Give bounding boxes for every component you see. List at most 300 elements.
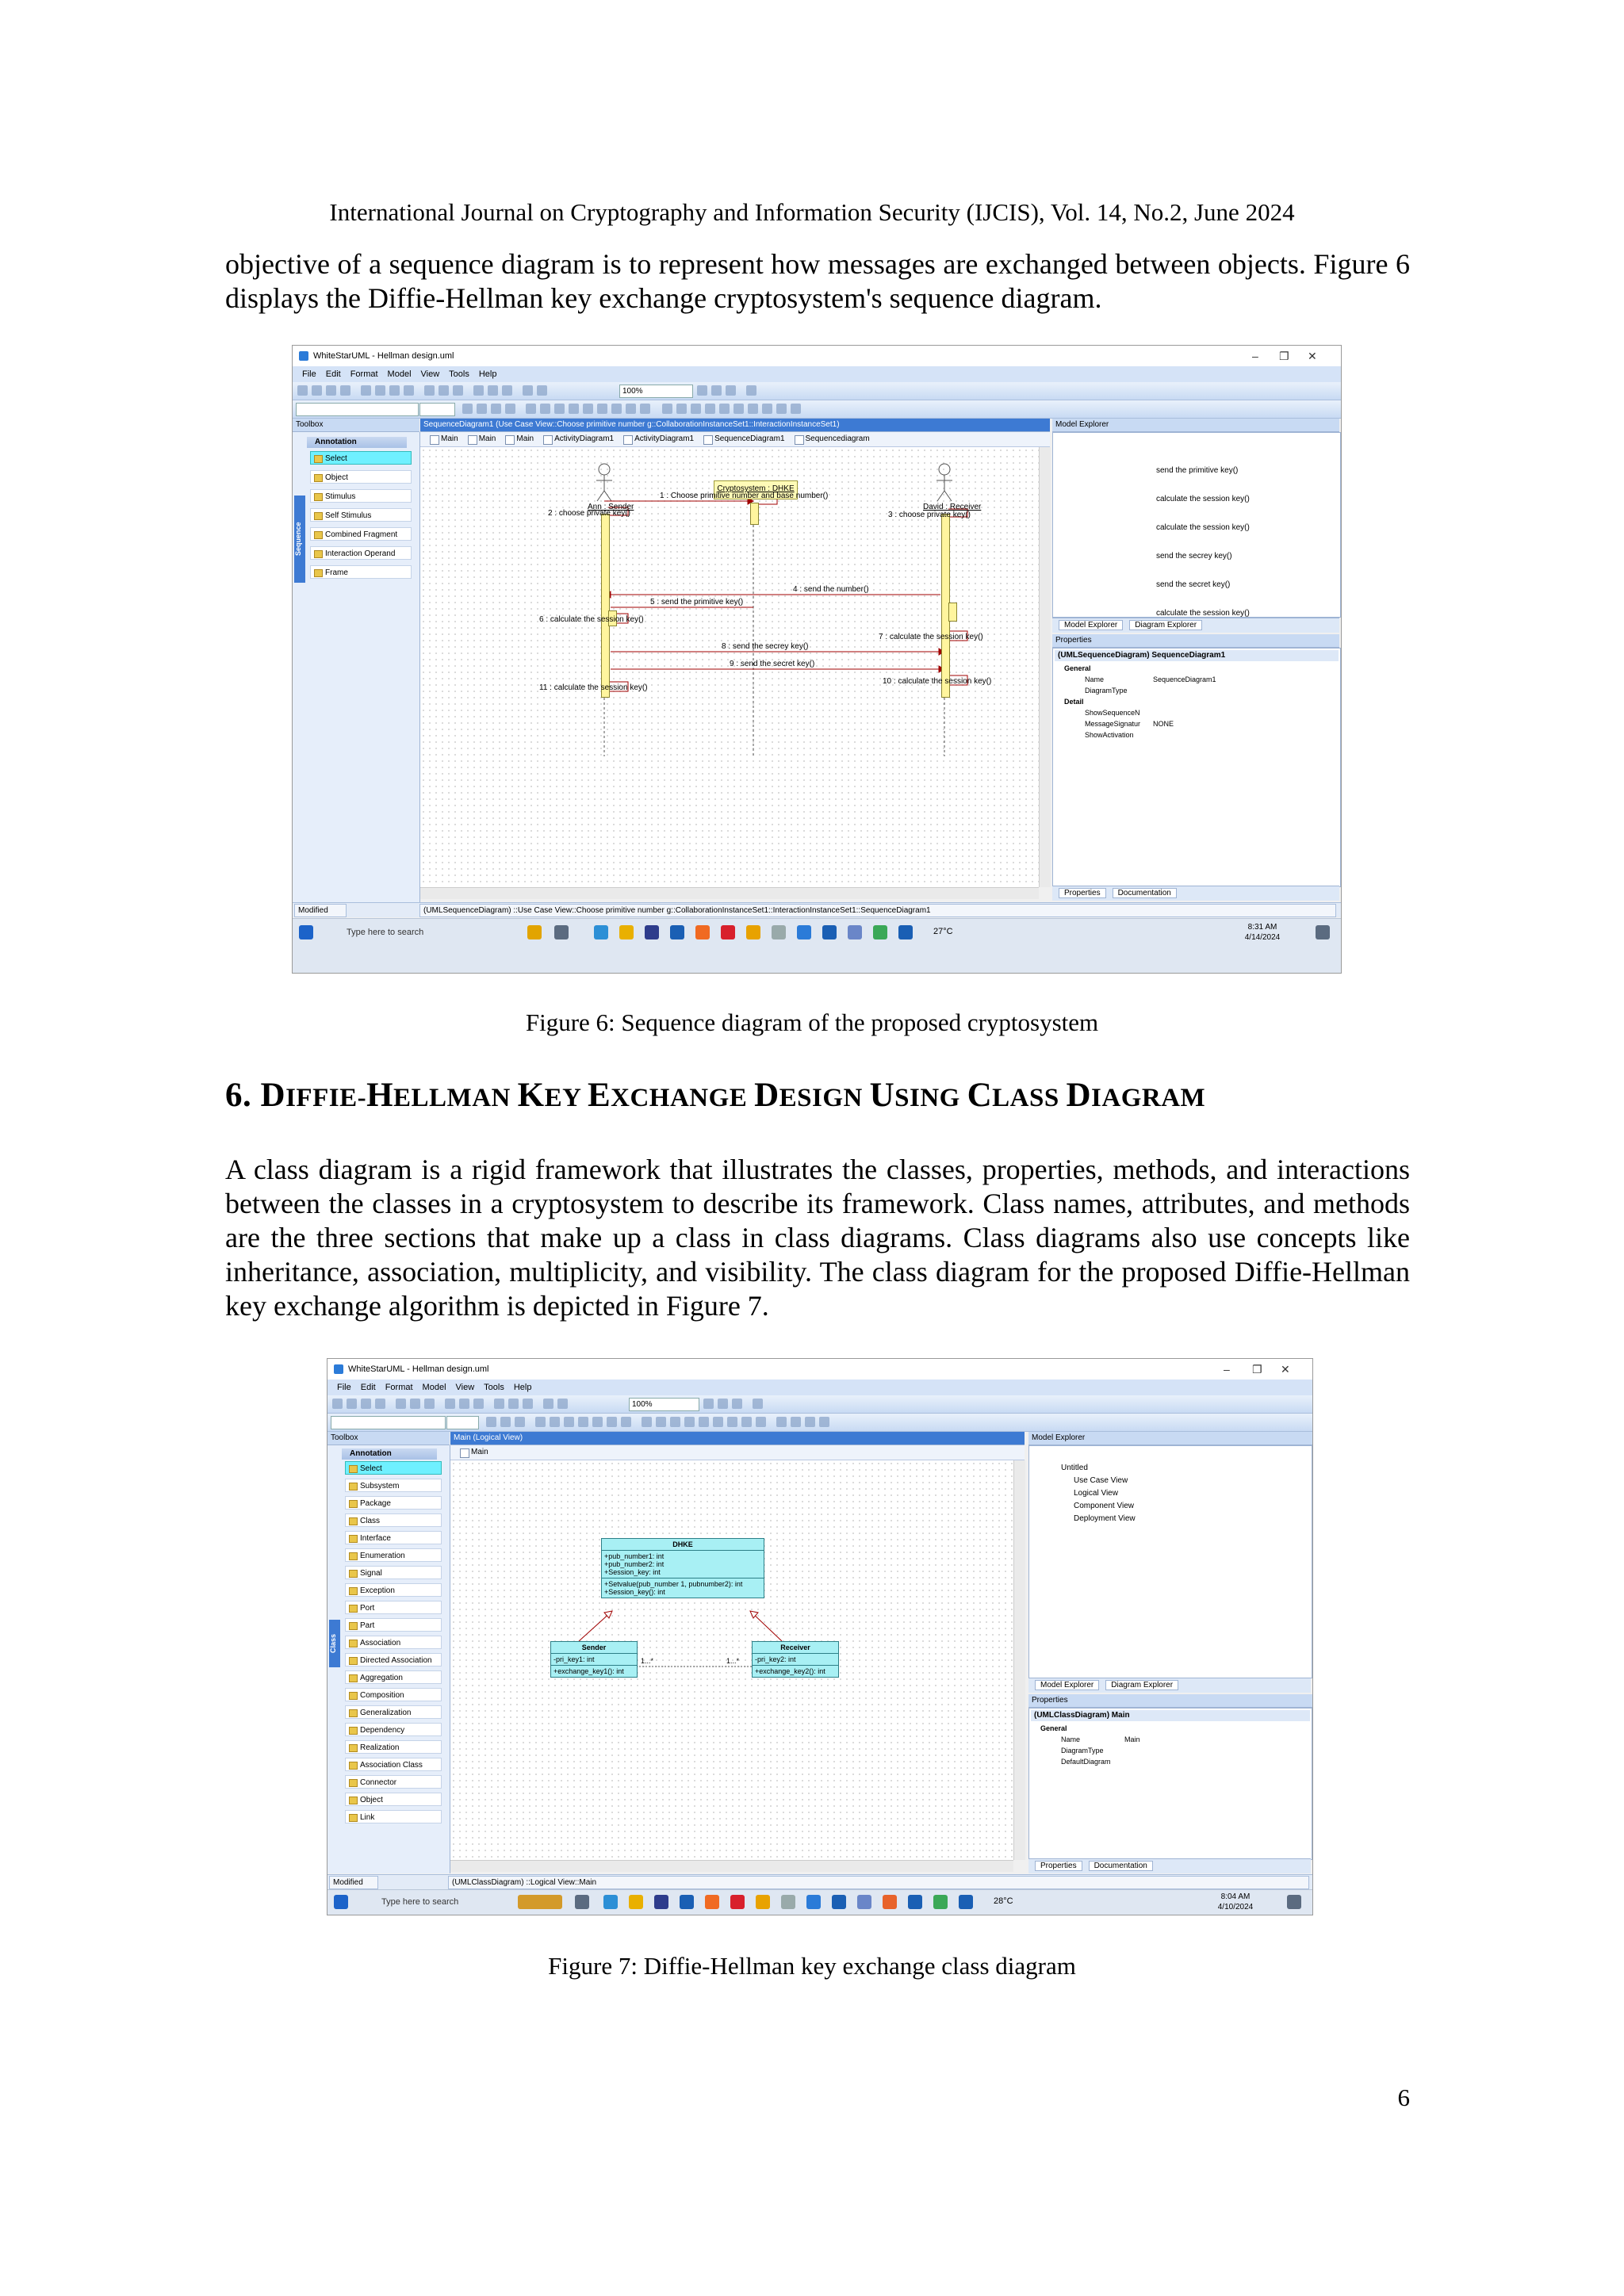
align-icon[interactable]: [535, 1417, 546, 1427]
view-icon[interactable]: [670, 1417, 680, 1427]
app-icon[interactable]: [898, 925, 913, 939]
tab-main-active[interactable]: Main: [460, 1448, 488, 1456]
align-icon[interactable]: [626, 404, 636, 414]
clock-date: 4/10/2024: [1217, 1903, 1254, 1911]
new-icon[interactable]: [332, 1399, 343, 1409]
page-number: 6: [1397, 2084, 1410, 2111]
toolbox-item-signal[interactable]: Signal: [345, 1566, 442, 1579]
whitestaruml-taskbar-icon[interactable]: [806, 1895, 821, 1909]
restore-icon[interactable]: ❐: [1252, 1363, 1262, 1376]
menu-view[interactable]: View: [420, 369, 440, 379]
operation: +exchange_key2(): int: [755, 1667, 825, 1675]
view-icon[interactable]: [756, 1417, 766, 1427]
view-icon[interactable]: [656, 1417, 666, 1427]
lifeline-dhke-box[interactable]: Cryptosystem : DHKE: [714, 480, 798, 499]
document-tabs: [450, 1445, 1025, 1460]
search-highlight-icon[interactable]: [518, 1895, 562, 1909]
align-icon[interactable]: [640, 404, 650, 414]
zoom-reset-icon[interactable]: [753, 1399, 763, 1409]
sequence-diagram-canvas[interactable]: [420, 447, 1039, 887]
toolbox-tab-class[interactable]: Class: [329, 1620, 340, 1667]
layout-icon[interactable]: [543, 1399, 553, 1409]
view-icon[interactable]: [727, 1417, 737, 1427]
align-icon[interactable]: [564, 1417, 574, 1427]
class-dhke[interactable]: [601, 1538, 764, 1598]
view-icon[interactable]: [713, 1417, 723, 1427]
toolbox-item-realization[interactable]: Realization: [345, 1740, 442, 1754]
prop-diagramtype-label: DiagramType: [1085, 687, 1128, 695]
toolbox-item-subsystem[interactable]: Subsystem: [345, 1479, 442, 1492]
zoom-reset-icon[interactable]: [746, 385, 756, 396]
activation-dhke[interactable]: [750, 503, 759, 525]
tab-sequencediagram-active[interactable]: SequenceDiagram1: [703, 434, 784, 443]
model-explorer-title: Model Explorer: [1028, 1432, 1312, 1445]
font-color-icon[interactable]: [491, 404, 501, 414]
chrome-icon[interactable]: [746, 925, 760, 939]
align-icon[interactable]: [592, 1417, 603, 1427]
taskbar-search[interactable]: Type here to search: [381, 1897, 459, 1907]
toolbox-tab-sequence[interactable]: Sequence: [294, 496, 305, 583]
toolbox-item-port[interactable]: Port: [345, 1601, 442, 1614]
activation-sender[interactable]: [601, 514, 610, 698]
diagram-icon[interactable]: [473, 385, 484, 396]
canvas-vertical-scrollbar[interactable]: [1039, 447, 1051, 887]
status-path: (UMLClassDiagram) ::Logical View::Main: [448, 1876, 1309, 1889]
heading-word: CLASS: [967, 1077, 1067, 1114]
model-explorer-panel: [1052, 432, 1341, 618]
close-icon[interactable]: ✕: [1281, 1363, 1290, 1376]
prop-defaultdiagram-label: DefaultDiagram: [1061, 1758, 1111, 1766]
properties-title: Properties: [1052, 634, 1339, 648]
heading-word: HELLMAN: [366, 1077, 518, 1114]
lifeline-sender-label: Ann : Sender: [588, 503, 634, 511]
open-icon[interactable]: [347, 1399, 357, 1409]
tab-model-explorer[interactable]: Model Explorer: [1059, 620, 1123, 630]
size-select[interactable]: [419, 403, 455, 416]
redo-icon[interactable]: [439, 385, 449, 396]
message-3-label: 3 : choose private key(): [888, 511, 971, 519]
prop-messagesignature-label: MessageSignatur: [1085, 720, 1141, 728]
app-icon[interactable]: [822, 925, 837, 939]
figure-6-caption: Figure 6: Sequence diagram of the proposed cryptosystem: [525, 1008, 1099, 1036]
minimize-icon[interactable]: –: [1252, 350, 1258, 362]
app-icon[interactable]: [857, 1895, 871, 1909]
menu-view[interactable]: View: [455, 1383, 475, 1392]
prop-group-detail[interactable]: Detail: [1064, 698, 1084, 706]
prop-showactivation-label: ShowActivation: [1085, 731, 1134, 739]
canvas-horizontal-scrollbar[interactable]: [450, 1860, 1013, 1872]
message-1-label: 1 : Choose primitive number and base number(): [660, 492, 829, 500]
model-explorer-title: Model Explorer: [1052, 419, 1339, 432]
explorer-item-untitled[interactable]: Untitled: [1061, 1464, 1088, 1472]
zoom-fit-icon[interactable]: [732, 1399, 742, 1409]
align-icon[interactable]: [569, 404, 579, 414]
whatsapp-icon[interactable]: [933, 1895, 948, 1909]
app-icon[interactable]: [883, 1895, 897, 1909]
view-icon[interactable]: [642, 1417, 652, 1427]
explorer-item[interactable]: send the primitive key(): [1156, 466, 1239, 475]
app-icon[interactable]: [832, 1895, 846, 1909]
mail-icon[interactable]: [670, 925, 684, 939]
class-sender-attributes: [551, 1654, 637, 1666]
mail-icon[interactable]: [680, 1895, 694, 1909]
prop-name-value[interactable]: SequenceDiagram1: [1153, 675, 1216, 683]
canvas-vertical-scrollbar[interactable]: [1013, 1460, 1025, 1860]
prop-group-general[interactable]: General: [1040, 1724, 1067, 1732]
multiplicity-sender: 1...*: [641, 1657, 654, 1665]
heading-word: DIFFIE-: [260, 1077, 367, 1114]
line-color-icon[interactable]: [486, 1417, 496, 1427]
zoom-out-icon[interactable]: [711, 385, 722, 396]
settings-icon[interactable]: [557, 1399, 568, 1409]
copy-icon[interactable]: [375, 385, 385, 396]
message-6-label: 6 : calculate the session key(): [539, 615, 644, 624]
diagram-icon[interactable]: [494, 1399, 504, 1409]
view-icon[interactable]: [676, 404, 687, 414]
zoom-in-icon[interactable]: [697, 385, 707, 396]
status-bar: [327, 1874, 1312, 1889]
class-receiver-name: Receiver: [753, 1642, 838, 1654]
tab-sequencediagram[interactable]: Sequencediagram: [795, 434, 870, 443]
view-icon[interactable]: [733, 404, 744, 414]
undo-icon[interactable]: [424, 385, 435, 396]
status-bar: [293, 902, 1341, 917]
firefox-icon[interactable]: [695, 925, 710, 939]
clock-time: 8:04 AM: [1220, 1892, 1251, 1901]
windows-start-icon[interactable]: [299, 925, 313, 939]
view-icon[interactable]: [791, 404, 801, 414]
menu-help[interactable]: Help: [478, 369, 497, 379]
window-titlebar: [327, 1359, 1312, 1380]
file-explorer-icon[interactable]: [629, 1895, 643, 1909]
figure-7-screenshot: [327, 1358, 1313, 1915]
store-icon[interactable]: [654, 1895, 668, 1909]
toolbox-item-composition[interactable]: Composition: [345, 1688, 442, 1701]
tab-diagram-explorer[interactable]: Diagram Explorer: [1105, 1680, 1178, 1690]
taskbar-clock[interactable]: [1208, 1892, 1263, 1912]
heading-word: KEY: [517, 1077, 588, 1114]
copy-icon[interactable]: [410, 1399, 420, 1409]
notification-icon[interactable]: [1287, 1895, 1301, 1909]
zoom-in-icon[interactable]: [703, 1399, 714, 1409]
toolbox-item-object[interactable]: Object: [345, 1793, 442, 1806]
class-receiver-operations: [753, 1666, 838, 1677]
fill-color-icon[interactable]: [500, 1417, 511, 1427]
view-icon[interactable]: [748, 404, 758, 414]
view-icon[interactable]: [741, 1417, 752, 1427]
explorer-item[interactable]: send the secret key(): [1156, 580, 1231, 589]
taskbar-weather[interactable]: 28°C: [994, 1896, 1013, 1906]
tab-main[interactable]: Main: [430, 434, 458, 443]
align-icon[interactable]: [607, 1417, 617, 1427]
toolbox-item-select[interactable]: Select: [345, 1461, 442, 1475]
font-select[interactable]: [331, 1416, 446, 1429]
toolbox-item-part[interactable]: Part: [345, 1618, 442, 1632]
activation-receiver-nested[interactable]: [948, 603, 957, 622]
menu-help[interactable]: Help: [513, 1383, 532, 1392]
toolbox-item-select[interactable]: Select: [310, 451, 412, 465]
paste-icon[interactable]: [424, 1399, 435, 1409]
notification-icon[interactable]: [1316, 925, 1330, 939]
task-view-icon[interactable]: [575, 1895, 589, 1909]
print-icon[interactable]: [340, 385, 350, 396]
whatsapp-icon[interactable]: [873, 925, 887, 939]
menu-bar: [327, 1380, 1312, 1395]
menu-tools[interactable]: Tools: [484, 1383, 504, 1392]
section-heading: [225, 1076, 1205, 1115]
toolbox-item-self-stimulus[interactable]: Self Stimulus: [310, 508, 412, 522]
explorer-item-logical-view[interactable]: Logical View: [1074, 1489, 1118, 1498]
size-select[interactable]: [446, 1416, 479, 1429]
store-icon[interactable]: [645, 925, 659, 939]
firefox-icon[interactable]: [705, 1895, 719, 1909]
operation: +exchange_key1(): int: [553, 1667, 624, 1675]
line-color-icon[interactable]: [462, 404, 473, 414]
explorer-item-use-case-view[interactable]: Use Case View: [1074, 1476, 1128, 1485]
lifeline-receiver-label: David : Receiver: [923, 503, 982, 511]
toolbox-item-association[interactable]: Association: [345, 1636, 442, 1649]
menu-file[interactable]: File: [337, 1383, 351, 1392]
menu-model[interactable]: Model: [387, 369, 412, 379]
operation: +Setvalue(pub_number 1, pubnumber2): int: [604, 1580, 743, 1588]
toolbox-group-annotation[interactable]: Annotation: [307, 437, 407, 448]
task-view-icon[interactable]: [554, 925, 569, 939]
attribute: +pub_number2: int: [604, 1560, 665, 1568]
toolbox-item-aggregation[interactable]: Aggregation: [345, 1670, 442, 1684]
attribute: -pri_key1: int: [553, 1655, 595, 1663]
tab-main[interactable]: Main: [468, 434, 496, 443]
menu-edit[interactable]: Edit: [360, 1383, 376, 1392]
view-icon[interactable]: [762, 404, 772, 414]
actor-receiver-icon: [936, 464, 952, 501]
minimize-icon[interactable]: –: [1224, 1363, 1230, 1376]
taskbar-weather[interactable]: 27°C: [933, 927, 953, 936]
class-receiver[interactable]: [752, 1641, 839, 1678]
copilot-icon[interactable]: [527, 925, 542, 939]
tab-properties[interactable]: Properties: [1059, 888, 1106, 898]
toolbox-panel: [293, 432, 420, 910]
toolbox-item-generalization[interactable]: Generalization: [345, 1705, 442, 1719]
diagram-icon[interactable]: [502, 385, 512, 396]
window-titlebar: [293, 346, 1341, 366]
align-icon[interactable]: [611, 404, 622, 414]
chrome-icon[interactable]: [756, 1895, 770, 1909]
message-10-label: 10 : calculate the session key(): [883, 677, 992, 686]
zoom-out-icon[interactable]: [718, 1399, 728, 1409]
align-icon[interactable]: [597, 404, 607, 414]
whitestaruml-app-icon: [299, 351, 308, 361]
align-icon[interactable]: [540, 404, 550, 414]
class-diagram-canvas[interactable]: [450, 1460, 1013, 1860]
toolbox-item-combined-fragment[interactable]: Combined Fragment: [310, 527, 412, 541]
explorer-item-deployment-view[interactable]: Deployment View: [1074, 1514, 1136, 1523]
tab-properties[interactable]: Properties: [1035, 1861, 1082, 1871]
diagram-icon[interactable]: [523, 1399, 533, 1409]
app-icon[interactable]: [959, 1895, 973, 1909]
prop-messagesignature-value[interactable]: NONE: [1153, 720, 1174, 728]
canvas-horizontal-scrollbar[interactable]: [420, 887, 1039, 899]
toolbox-item-frame[interactable]: Frame: [310, 565, 412, 579]
tab-activitydiagram[interactable]: ActivityDiagram1: [623, 434, 694, 443]
prop-group-general[interactable]: General: [1064, 664, 1091, 672]
window-title: WhiteStarUML - Hellman design.uml: [313, 351, 454, 361]
view-icon[interactable]: [819, 1417, 829, 1427]
windows-start-icon[interactable]: [334, 1895, 348, 1909]
taskbar-clock[interactable]: [1235, 922, 1290, 943]
section-number: 6.: [225, 1077, 252, 1114]
explorer-item[interactable]: calculate the session key(): [1156, 523, 1250, 532]
toolbox-item-package[interactable]: Package: [345, 1496, 442, 1510]
explorer-tabs: [1028, 1678, 1311, 1693]
zoom-select[interactable]: 100%: [629, 1398, 699, 1411]
menu-bar: [293, 366, 1341, 382]
zoom-select[interactable]: 100%: [619, 385, 693, 398]
view-icon[interactable]: [691, 404, 701, 414]
message-11-label: 11 : calculate the session key(): [539, 683, 648, 692]
tab-activitydiagram[interactable]: ActivityDiagram1: [543, 434, 614, 443]
diagram-icon[interactable]: [488, 385, 498, 396]
align-icon[interactable]: [578, 1417, 588, 1427]
find-icon[interactable]: [473, 1399, 484, 1409]
toolbox-item-enumeration[interactable]: Enumeration: [345, 1548, 442, 1562]
properties-header: (UMLClassDiagram) Main: [1031, 1710, 1310, 1721]
figure-6-screenshot: [292, 345, 1342, 974]
prop-showsequence-label: ShowSequenceN: [1085, 709, 1140, 717]
toolbox-item-link[interactable]: Link: [345, 1810, 442, 1823]
diagram-icon[interactable]: [508, 1399, 519, 1409]
tab-model-explorer[interactable]: Model Explorer: [1035, 1680, 1099, 1690]
undo-icon[interactable]: [445, 1399, 455, 1409]
message-5-label: 5 : send the primitive key(): [650, 598, 744, 607]
menu-tools[interactable]: Tools: [449, 369, 469, 379]
tab-documentation[interactable]: Documentation: [1089, 1861, 1153, 1871]
open-icon[interactable]: [312, 385, 322, 396]
explorer-item-component-view[interactable]: Component View: [1074, 1502, 1134, 1510]
toolbox-group-annotation[interactable]: Annotation: [342, 1448, 437, 1460]
whitestaruml-taskbar-icon[interactable]: [797, 925, 811, 939]
paragraph-class-diagram: A class diagram is a rigid framework that illustrates the classes, properties, methods, and interactions between the classes in a cryptosystem to describe its framework. Class names, attributes, and methods are the three sections that make up a class in class diagrams. Class diagrams also use concepts like inheritance, association, multiplicity, and visibility. The class diagram for the proposed Diffie-Hellman key exchange algorithm is depicted in Figure 7.: [225, 1154, 1410, 1322]
menu-format[interactable]: Format: [350, 369, 378, 379]
app-icon[interactable]: [848, 925, 862, 939]
edge-icon[interactable]: [603, 1895, 618, 1909]
opera-icon[interactable]: [730, 1895, 745, 1909]
toolbox-item-exception[interactable]: Exception: [345, 1583, 442, 1597]
align-icon[interactable]: [583, 404, 593, 414]
clock-date: 4/14/2024: [1244, 933, 1281, 942]
opera-icon[interactable]: [721, 925, 735, 939]
font-select[interactable]: [296, 403, 419, 416]
view-icon[interactable]: [719, 404, 730, 414]
fill-color-icon[interactable]: [477, 404, 487, 414]
view-icon[interactable]: [776, 1417, 787, 1427]
message-4-label: 4 : send the number(): [793, 585, 869, 594]
toolbox-item-class[interactable]: Class: [345, 1513, 442, 1527]
new-icon[interactable]: [297, 385, 308, 396]
properties-tabs: [1028, 1858, 1311, 1873]
paste-icon[interactable]: [389, 385, 400, 396]
toolbox-item-stimulus[interactable]: Stimulus: [310, 489, 412, 503]
explorer-item[interactable]: calculate the session key(): [1156, 495, 1250, 503]
main-toolbar: [327, 1395, 1312, 1414]
toolbox-item-object[interactable]: Object: [310, 470, 412, 484]
align-icon[interactable]: [621, 1417, 631, 1427]
view-icon[interactable]: [662, 404, 672, 414]
view-icon[interactable]: [705, 404, 715, 414]
window-title: WhiteStarUML - Hellman design.uml: [348, 1364, 489, 1374]
align-icon[interactable]: [550, 1417, 560, 1427]
app-icon[interactable]: [781, 1895, 795, 1909]
cut-icon[interactable]: [396, 1399, 406, 1409]
edge-icon[interactable]: [594, 925, 608, 939]
save-icon[interactable]: [361, 1399, 371, 1409]
cut-icon[interactable]: [361, 385, 371, 396]
status-modified: Modified: [329, 1876, 378, 1889]
view-icon[interactable]: [699, 1417, 709, 1427]
message-8-label: 8 : send the secrey key(): [722, 642, 809, 651]
print-icon[interactable]: [375, 1399, 385, 1409]
menu-file[interactable]: File: [302, 369, 316, 379]
delete-icon[interactable]: [404, 385, 414, 396]
view-icon[interactable]: [776, 404, 787, 414]
toolbox-item-interaction-operand[interactable]: Interaction Operand: [310, 546, 412, 560]
restore-icon[interactable]: ❐: [1279, 350, 1289, 362]
zoom-fit-icon[interactable]: [726, 385, 736, 396]
align-icon[interactable]: [526, 404, 536, 414]
tab-documentation[interactable]: Documentation: [1113, 888, 1177, 898]
file-explorer-icon[interactable]: [619, 925, 634, 939]
explorer-item[interactable]: calculate the session key(): [1156, 609, 1250, 618]
properties-tabs: [1052, 886, 1339, 901]
multiplicity-receiver: 1...*: [726, 1657, 740, 1665]
view-icon[interactable]: [791, 1417, 801, 1427]
menu-model[interactable]: Model: [422, 1383, 446, 1392]
toolbox-item-connector[interactable]: Connector: [345, 1775, 442, 1789]
toolbox-item-directed-association[interactable]: Directed Association: [345, 1653, 442, 1667]
properties-panel: [1052, 648, 1341, 887]
actor-sender-icon: [596, 464, 612, 501]
view-icon[interactable]: [684, 1417, 695, 1427]
save-icon[interactable]: [326, 385, 336, 396]
menu-format[interactable]: Format: [385, 1383, 413, 1392]
layout-icon[interactable]: [523, 385, 533, 396]
prop-name-value[interactable]: Main: [1124, 1735, 1140, 1743]
document-tabs: [420, 432, 1050, 447]
view-icon[interactable]: [805, 1417, 815, 1427]
main-toolbar: [293, 382, 1341, 400]
word-icon[interactable]: [908, 1895, 922, 1909]
font-color-icon[interactable]: [515, 1417, 525, 1427]
close-icon[interactable]: ✕: [1308, 350, 1317, 362]
whitestaruml-app-icon: [334, 1364, 343, 1374]
heading-word: DIAGRAM: [1066, 1077, 1206, 1114]
toolbox-item-dependency[interactable]: Dependency: [345, 1723, 442, 1736]
align-icon[interactable]: [554, 404, 565, 414]
line-style-icon[interactable]: [505, 404, 515, 414]
toolbox-item-interface[interactable]: Interface: [345, 1531, 442, 1544]
figure-7-caption: Figure 7: Diffie-Hellman key exchange class diagram: [548, 1952, 1076, 1980]
app-icon[interactable]: [772, 925, 786, 939]
settings-icon[interactable]: [537, 385, 547, 396]
tab-main[interactable]: Main: [505, 434, 534, 443]
explorer-item[interactable]: send the secrey key(): [1156, 552, 1232, 561]
taskbar-search[interactable]: Type here to search: [347, 928, 424, 937]
redo-icon[interactable]: [459, 1399, 469, 1409]
tab-diagram-explorer[interactable]: Diagram Explorer: [1129, 620, 1202, 630]
toolbox-item-association-class[interactable]: Association Class: [345, 1758, 442, 1771]
class-sender[interactable]: [550, 1641, 638, 1678]
menu-edit[interactable]: Edit: [325, 369, 341, 379]
find-icon[interactable]: [453, 385, 463, 396]
